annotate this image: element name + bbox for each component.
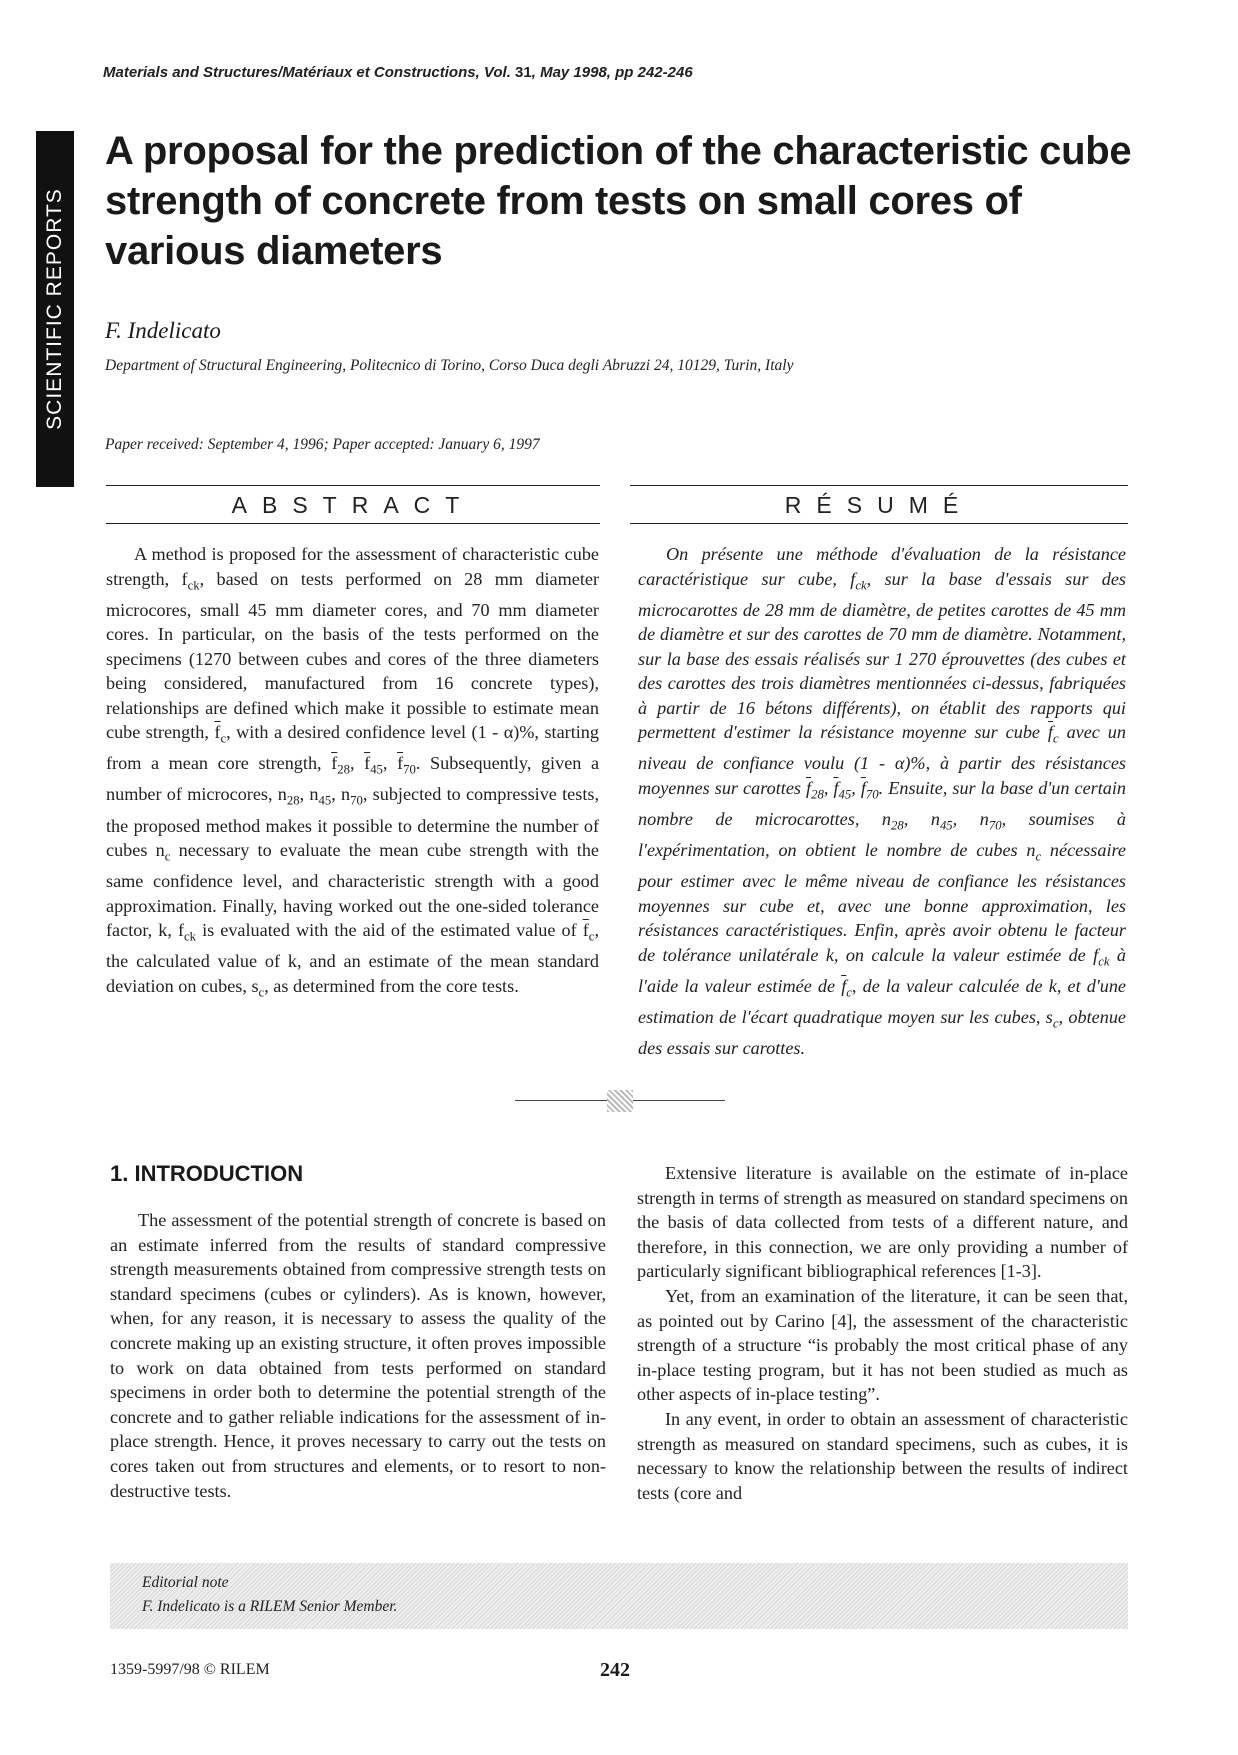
introduction-right-column (637, 1161, 1128, 1505)
page-number: 242 (600, 1659, 630, 1681)
editorial-note-box (110, 1563, 1128, 1629)
editorial-note-text: F. Indelicato is a RILEM Senior Member. (142, 1598, 398, 1615)
abstract-text: A method is proposed for the assessment of characteristic cube strength, $f_{ck}$, based on tests performed on 28 mm diameter microcores, small 45 mm diameter cores, and 70 mm diameter cores. In particular, on the basis of the tests performed on the specimens (1270 between cubes and cores of the three diameters being considered, manufactured from 16 concrete types), relationships are defined which make it possible to estimate mean cube strength, $\overline{f}_c$, with a desired confidence level (1 - α)%, starting from a mean core strength, $\overline{f}_{28}$, $\overline{f}_{45}$, $\overline{f}_{70}$. Subsequently, given a number of microcores, $n_{28}$, $n_{45}$, $n_{70}$, subjected to compressive tests, the proposed method makes it possible to determine the number of cubes $n_c$ necessary to evaluate the mean cube strength with the same confidence level, and characteristic strength with a good approximation. Finally, having worked out the one-sided tolerance factor, k, $f_{ck}$ is evaluated with the aid of the estimated value of $\overline{f}_c$, the calculated value of k, and an estimate of the mean standard deviation on cubes, $s_c$, as determined from the core tests. (106, 544, 600, 1000)
journal-issue-pages: , May 1998, pp 242-246 (531, 64, 693, 81)
intro-paragraph: Extensive literature is available on the estimate of in-place strength in terms of strength as measured on standard specimens on the basis of data collected from tests of a different nature, and therefore, in this connection, we are only providing a number of particularly significant bibliographical references [1-3]. (637, 1163, 1128, 1282)
resume-top-rule (630, 485, 1128, 486)
journal-volume: 31 (515, 64, 532, 81)
intro-paragraph: The assessment of the potential strength of concrete is based on an estimate inferred from the results of standard compressive strength measurements obtained from compressive strength tests on standard specimens (cubes or cylinders). As is known, however, when, for any reason, it is necessary to assess the quality of the concrete making up an existing structure, it often proves impossible to work on data obtained from tests performed on standard specimens in order both to determine the potential strength of the concrete and to gather reliable indications for the assessment of in-place strength. Hence, it proves necessary to carry out the tests on cores taken out from structures and elements, or to resort to non-destructive tests. (110, 1210, 606, 1501)
editorial-note-label: Editorial note (142, 1574, 229, 1591)
section-side-tab (36, 131, 74, 487)
resume-text: On présente une méthode d'évaluation de la résistance caractéristique sur cube, $f_{ck}$, sur la base d'essais sur des microcarottes de 28 mm de diamètre, de petites carottes de 45 mm de diamètre et sur des carottes de 70 mm de diamètre. Notamment, sur la base des essais réalisés sur 1 270 éprouvettes (des cubes et des carottes des trois diamètres mentionnées ci-dessus, fabriquées à partir de 16 bétons différents), on établit des rapports qui permettent d'estimer la résistance moyenne sur cube $\overline{f}_c$ avec un niveau de confiance voulu (1 - α)%, à partir des résistances moyennes sur carottes $\overline{f}_{28}$, $\overline{f}_{45}$, $\overline{f}_{70}$. Ensuite, sur la base d'un certain nombre de microcarottes, $n_{28}$, $n_{45}$, $n_{70}$, soumises à l'expérimentation, on obtient le nombre de cubes $n_c$ nécessaire pour estimer avec le même niveau de confiance les résistances moyennes sur cube et, avec une bonne approximation, les résistances caractéristiques. Enfin, après avoir obtenu le facteur de tolérance unilatérale k, on calcule la valeur estimée de $f_{ck}$ à l'aide la valeur estimée de $\overline{f}_c$, de la valeur calculée de k, et d'une estimation de l'écart quadratique moyen sur les cubes, $s_c$, obtenue des essais sur carottes. (638, 544, 1127, 1059)
resume-heading: RÉSUMÉ (784, 492, 974, 518)
intro-paragraph: In any event, in order to obtain an assessment of characteristic strength as measured on standard specimens, such as cubes, it is necessary to know the relationship between the results of indirect tests (core and (637, 1408, 1128, 1503)
abstract-top-rule (106, 485, 600, 486)
introduction-heading: 1. INTRODUCTION (110, 1161, 304, 1186)
section-divider-ornament (515, 1085, 725, 1115)
author-affiliation: Department of Structural Engineering, Politecnico di Torino, Corso Duca degli Abruzzi 24, 10129, Turin, Italy (105, 357, 794, 374)
issn-copyright: 1359-5997/98 © RILEM (110, 1661, 270, 1678)
received-dates: Paper received: September 4, 1996; Paper accepted: January 6, 1997 (105, 436, 540, 453)
side-tab-label: SCIENTIFIC REPORTS (43, 188, 66, 430)
abstract-heading: ABSTRACT (231, 492, 475, 518)
journal-name: Materials and Structures/Matériaux et Constructions, Vol. (103, 64, 511, 81)
journal-header (103, 64, 693, 81)
paper-title: A proposal for the prediction of the characteristic cube strength of concrete from tests on small cores of various diameters (105, 129, 1132, 273)
author-name: F. Indelicato (105, 318, 221, 343)
abstract-bottom-rule (106, 523, 600, 524)
intro-paragraph: Yet, from an examination of the literature, it can be seen that, as pointed out by Carino [4], the assessment of the characteristic strength of a structure “is probably the most critical phase of any in-place testing program, but it has not been studied as much as other aspects of in-place testing”. (637, 1285, 1128, 1405)
introduction-left-column (110, 1208, 606, 1503)
resume-bottom-rule (630, 523, 1128, 524)
